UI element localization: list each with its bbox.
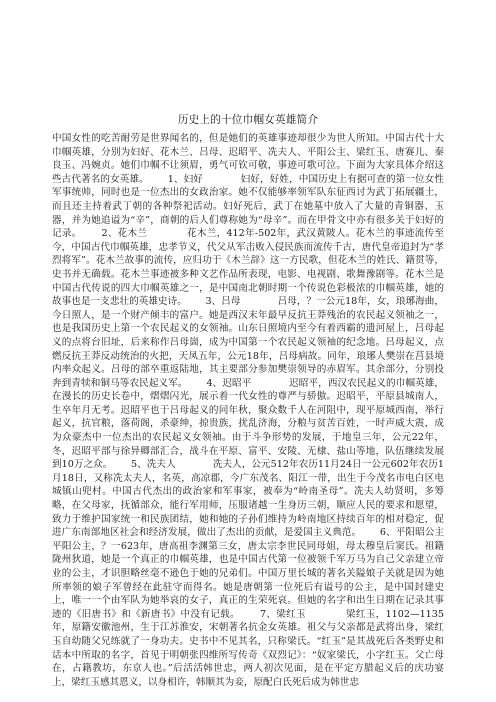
document-title: 历史上的十位巾帼女英雄简介 [177,114,319,126]
document-body: 中国女性的吃苦耐劳是世界闻名的，但是她们的英雄事迹却很少为世人所知。中国古代十大巾帼英雄，分别为妇好、花木兰、吕母、迟昭平、冼夫人、平阳公主、梁红玉、唐赛儿、秦良玉、冯婉贞。她们巾帼不让须眉，勇气可钦可敬，事迹可歌可泣。下面为大家具体介绍这些古代著名的女英雄。 1、妇好 妇好，好姓，中国历史上有据可查的第一位女性军事统帅，同时也是一位杰出的女政治家。她不仅能够率领军队东征西讨为武丁拓展疆土，而且还主持着武丁朝的各种祭祀活动。妇好死后，武丁在她墓中放入了大量的青铜器、玉器，并为她追谥为“辛”，商朝的后人们尊称她为“母辛”。而在甲骨文中亦有很多关于妇好的记录。 2、花木兰 花木兰，412年-502年，武汉黄陂人。花木兰的事迹流传至今，中国古代巾帼英雄，忠孝节义，代父从军击败入侵民族而流传千古，唐代皇帝追封为“孝烈将军”。花木兰故事的流传，应归功于《木兰辞》这一方民歌，但花木兰的姓氏、籍贯等，史书并无确载。花木兰事迹被多种文艺作品所表现，电影、电视剧、歌舞豫剧等。花木兰是中国古代传说的四大巾帼英雄之一，是中国南北朝时期一个传说色彩极浓的巾帼英雄，她的故事也是一支悲壮的英雄史诗。 3、吕母 吕母，？一公元18年，女，琅琊海曲，今日照人，是一个财产倾丰的富户。她是西汉末年最早反抗王莽残治的农民起义领袖之一，也是我国历史上第一个农民起义的女领袖。山东日照境内至今有着西霸的遗河屋上，吕母起义的点将台旧址，后来称作吕母崮，成为中国第一个农民起义领袖的纪念地。吕母起义，点燃反抗王莽反动统治的火把，天凤五年，公元18年，吕母病故。同年，琅琊人樊崇在莒县境内率众起义。吕母的部卒重返陆地，其主要部分参加樊崇领导的赤眉军。其余部分，分别投奔到青犊和铜马等农民起义军。 4、迟昭平 迟昭平，西汉农民起义的巾帼英雄，在漫长的历史长卷中，熠熠闪光，展示着一代女性的尊严与骄傲。迟昭平，平原县城南人，生卒年月无考。迟昭平也于吕母起义的同年秋，聚众数千人在河阻中，现平原城西南，举行起义，抗官粮，落荷阁，杀豪绅，掠贵族，扰乱济海，分粮与贫苦百姓，一时声威大震，成为众豪杰中一位杰出的农民起义女领袖。由于斗争形势的发展，于地皇三年，公元22年，冬，迟昭平部与徐异卿部汇合，战斗在平原、富平、安陵、无棣、盐山等地，队伍继续发展到10万之众。 5、冼夫人 冼夫人，公元512年农历11月24日一公元602年农历1月18日，又称冼太夫人，名英，高凉郡，今广东茂名、阳江一带，出生于今茂名市电白区电城镇山兜村。中国古代杰出的政治家和军事家，被奉为“岭南圣母”。冼夫人幼贤明，多筹略，在父母家，抚循部众，能行军用师，压服诸越一生身历三朝，顺应人民的要求和愿望，致力于维护国家统一和民族团结，她和她的子孙们维持为岭南地区持续百年的相对稳定，促进广东南部地区社会和经济发展，做出了杰出的贡献，是爱国主义典范。 6、平阳昭公主 平阳公主，？一623年，唐高祖李渊第三女，唐太宗李世民同母姐，母太穆皇后窦氏。祖籍陇州狄道，她是一个真正的巾帼英雄，也是中国古代第一位被领千军万马为自己父亲建立帝业的公主，才识胆略丝毫不逊色于她的兄弟们。中国万里长城的著名关隘娘子关就是因为她所率领的娘子军曾经在此驻守而得名。她是唐朝第一位死后有谥号的公主，是中国封建史上，唯一一个由军队为她举哀的女子，真正的生荣死哀。但她的名字和出生日期在记录其事迹的《旧唐书》和《新唐书》中没有记载。 7、梁红玉 梁红玉，1102—1135年，原籍安徽池州，生于江苏淮安，宋朝著名抗金女英雄。祖父与父亲都是武将出身，梁红玉自幼随父兄练就了一身功夫。史书中不见其名，只称梁氏。“红玉”是其战死后各类野史和话本中所取的名字，首见于明朝张四维所写传奇《双烈记》：“奴家梁氏，小字红玉。父亡母在，占籍教坊，东京人也。”后活活韩世忠，两人初次见面，是在平定方腊起义后的庆功宴上，梁红玉感其恩义，以身相许，韩顺其为妾，原配白氏死后成为韩世忠 [52,133,481,688]
